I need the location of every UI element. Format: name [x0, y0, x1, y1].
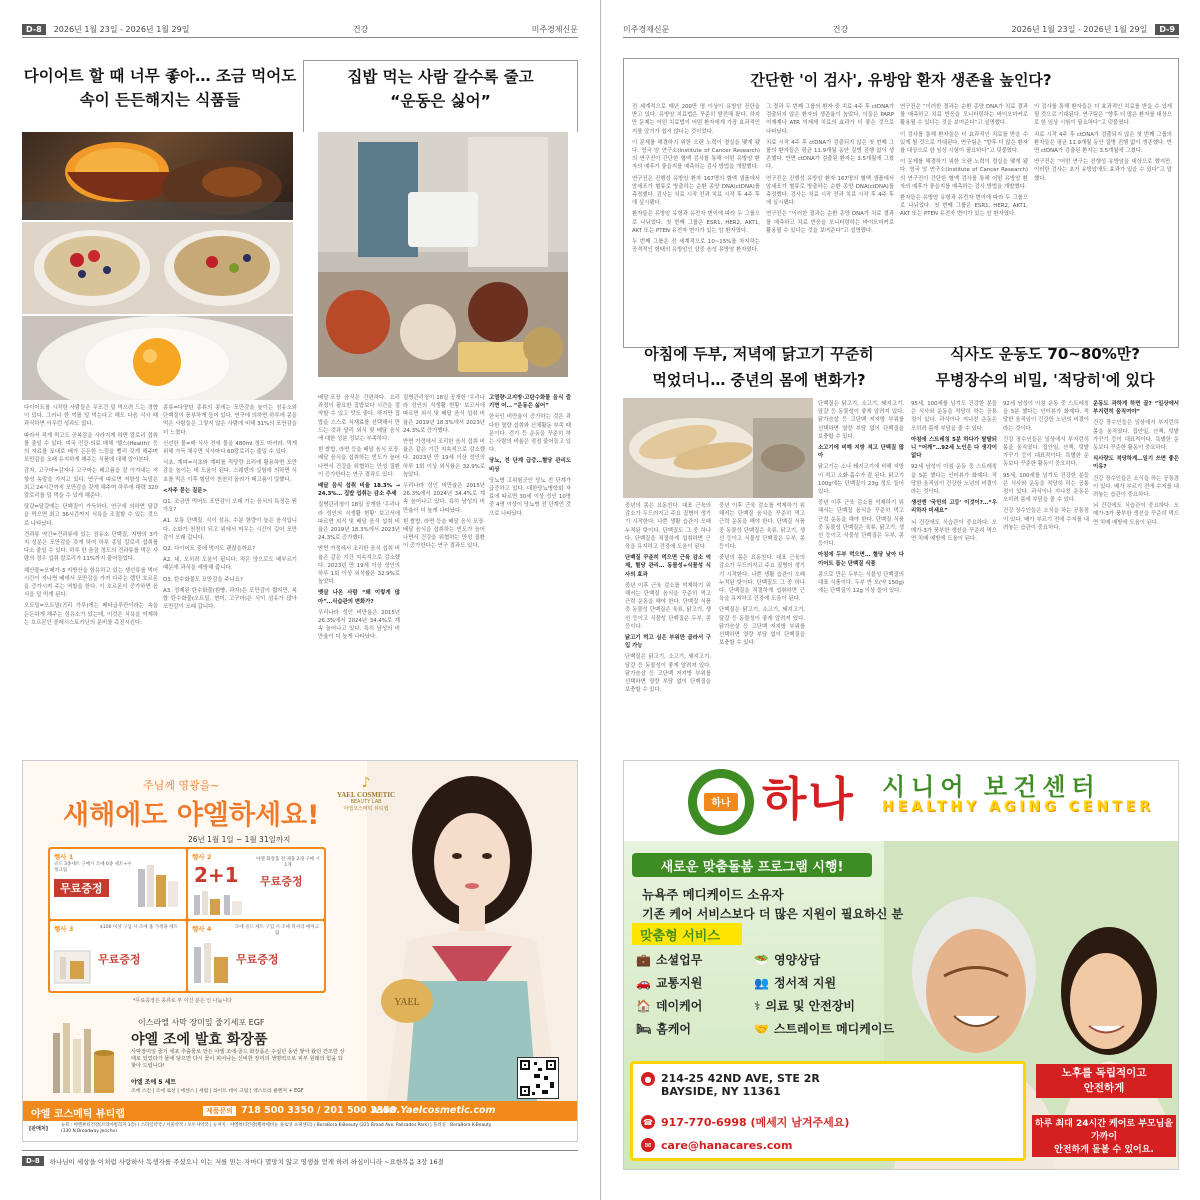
moderation-title-line2: 무병장수의 비밀, '적당히'에 있다: [935, 371, 1155, 389]
mail-icon: ✉: [641, 1138, 655, 1152]
people-icon: 👥: [754, 975, 769, 990]
hana-line2: 기존 케어 서비스보다 더 많은 지원이 필요하신 분: [642, 907, 904, 921]
model-illustration: [367, 761, 577, 1101]
product-set-4: [192, 941, 232, 987]
section-name: 건강: [352, 25, 369, 34]
email-row[interactable]: ✉ care@hanacares.com: [641, 1138, 792, 1152]
house-icon: 🏠: [636, 998, 651, 1013]
moderation-title-line1: 식사도 운동도 70~80%만?: [950, 345, 1140, 363]
product-bottles-1: [136, 861, 180, 911]
hana-title-kr2: 시니어 보건센터: [882, 773, 1101, 801]
cancer-title: 간단한 '이 검사', 유방암 환자 생존율 높인다?: [750, 71, 1052, 89]
protein-title-line1: 아침에 두부, 저녁에 닭고기 꾸준히: [644, 345, 874, 363]
homemeal-title-line2: “운동은 싫어”: [390, 92, 491, 110]
service-homecare: 🛏 홈케어: [636, 1021, 692, 1036]
ad-period: 26년 1월 1일 ~ 1월 31일까지: [188, 835, 291, 844]
location-pin-icon: ●: [641, 1072, 655, 1086]
page-header-left: [22, 22, 578, 38]
homemeal-article-headline: [303, 60, 578, 132]
phone-label: 제품문의: [203, 1106, 236, 1116]
page-number-right: D-9: [1155, 24, 1179, 35]
diet-article-headline: [22, 60, 298, 132]
moderation-col3: 운동도 과하게 하면 골? “일상에서 부지런히 움직여야” 건강 장수인들은 일상에서 부지런히 몸을 움직였다. 집안일, 산책, 텃밭 가꾸기 등이 대표적이다. 특별한 운동보다 꾸준한 활동이 중요하다. 식사량도 적당하게…일기 쓰면 좋은 이유? 건강 장수인들은 소식을 하는 공통점이 있다. 배가 부르기 전에 수저를 내려놓는 습관이 중요하다. 뇌 건강에도 식습관이 중요하다. 오메가-3가 풍부한 생선을 꾸준히 먹으면 치매 예방에 도움이 된다.: [1093, 401, 1179, 526]
chicken-photo: [623, 398, 813, 498]
homemeal-body-col3: 고열량·고지방·고탄수화물 음식 즐기면 어… “운동은 싫어” 한국인 비만율이 증가하는 것은 과다한 열량 섭취와 신체활동 부족 때문이다. 걷기 등 운동을 꾸준히 하는 사람의 비율은 점점 줄어들고 있다. 당뇨, 전 단계 급증…혈당 관리도 비상 당뇨병 고위험군인 당뇨 전 단계가 급증하고 있다. 대한당뇨병학회 자료에 따르면 30세 이상 성인 10명 중 4명 이상이 당뇨병 전 단계인 것으로 나타났다.: [489, 395, 571, 517]
oatmeal-berries-photo: [22, 222, 293, 314]
hana-header: [624, 761, 1179, 841]
protein-col1: 중년의 몸은 요동친다. 대표 근육의 감소가 두드러지고 주요 질병이 생기기 시작한다. 나쁜 생활 습관이 오래 누적된 탓이다. 단백질도 그 중 하나다. 단백질을 적절하게 섭취하면 근육을 유지하고 건강에 도움이 된다. 단백질 꾸준히 먹으면 근육 감소 억제, 혈당 관리… 동물성+식물성 식사의 효과 중년 이후 근육 감소를 억제하기 위해서는 단백질 음식을 꾸준히 먹고 근력 운동을 해야 한다. 단백질 식품 중 동물성 단백질은 육류, 닭고기, 생선 등이고 식물성 단백질은 두부, 콩 등이다. 닭고기 먹고 심은 부위만 골라서 구입 가능 단백질은 닭고기, 소고기, 돼지고기, 달걀 등 동물성이 좋게 알려져 있다. 닭가슴살 등 고단백 저지방 부위를 선택하면 열량 부담 없이 단백질을 보충할 수 있다.: [625, 503, 711, 694]
section-name-right: 건강: [832, 25, 849, 34]
lyre-icon: ♪: [361, 775, 371, 791]
event-1: 행사 1 골드 3종세트 구매시 조에 6종 세트+수정크림 무료증정: [50, 849, 186, 919]
address-row: ● 214-25 42ND AVE, STE 2R BAYSIDE, NY 11361: [641, 1072, 820, 1098]
cancer-col1: 전 세계적으로 매년 200만 명 이상이 유방암 진단을 받고 있다. 유방암 치료법은 꾸준히 발전해 왔다. 하지만 문제는 어떤 치료법이 어떤 환자에게 가장 효과적인지를 알기가 쉽지 않다는 것이었다. 이 문제를 해결하기 위한 오랜 노력이 결실을 맺게 됐다. 영국 암 연구소(Institute of Cancer Research)의 연구진이 간단한 혈액 검사를 통해 어떤 유방암 환자의 예후가 좋을지를 예측하는 검사 방법을 개발했다. 연구진은 진행성 유방암 환자 167명의 혈액 샘플에서 암세포가 혈류로 방출하는 순환 종양 DNA(ctDNA)를 측정했다. 검사는 치료 시작 전과 치료 시작 후 4주 후에 실시됐다. 환자들은 유방암 유형과 유전자 변이에 따라 두 그룹으로 나뉘었다. 첫 번째 그룹은 ESR1, HER2, AKT1, AKT 또는 PTEN 유전자 변이가 있는 암 환자였다. 두 번째 그룹은 전 세계적으로 10~15%를 차지하는 공격적인 형태의 유방암인 삼중 음성 유방암 환자였다.: [632, 104, 760, 254]
service-social: 💼 소셜업무: [636, 952, 703, 967]
sweet-potato-photo: [22, 132, 293, 220]
diet-body-col2: 콩류=다양한 종류의 콩에는 포만감을 높이는 섬유소와 단백질이 풍부하게 들어 있다. 연구에 의하면 하루에 콩을 먹은 사람들은 그렇지 않은 사람에 비해 31%의 포만감을 더 느꼈다. 신선한 물=매 식사 전에 물을 480ml 정도 마셔라. 먹게 위해 가득 채우면 식사마다 60칼로리는 줄일 수 있다. 식초, 계피=식초와 계피를 적당량 요리에 활용하면 포만감을 높이는 데 도움이 된다. 스웨덴의 실험에 의하면 식초를 먹은 이후 혈당이 천천히 올라가 배고픔이 덜했다. <자주 묻는 질문> Q1. 조금만 먹어도 포만감이 오래 가는 음식의 특징은 뭔가요? A1. 보통 단백질, 식이 섬유, 수분 함량이 높은 음식입니다. 소화가 천천히 되고 위에서 머무는 시간이 길어 포만감이 오래 갑니다. Q2. 다이어트 중에 먹어도 괜찮을까요? A2. 네, 오히려 도움이 됩니다. 적은 양으로도 배부르기 때문에 과식을 예방해 줍니다. Q3. 탄수화물도 포만감을 주나요? A3. 정제된 탄수화물(흰빵, 과자)은 포만감이 짧지만, 복합 탄수화물(오트밀, 현미, 고구마)은 식이 섬유가 많아 포만감이 오래 갑니다.: [163, 405, 297, 611]
service-nutrition: 🥗 영양상담: [754, 952, 821, 967]
car-icon: 🚗: [636, 975, 651, 990]
faq-title: <자주 묻는 질문>: [163, 487, 208, 494]
page-footer-left: D-8 하나님이 세상을 이처럼 사랑하사 독생자를 주셨으니 이는 저를 믿는 자마다 멸망치 않고 영생을 얻게 하려 하심이니라 ~요한복음 3장 16절: [22, 1150, 578, 1166]
yael-cosmetic-ad: [22, 760, 578, 1142]
service-medical: ⚕ 의료 및 안전장비: [754, 998, 856, 1013]
product-row-2: [194, 891, 320, 917]
phone-row[interactable]: ☎ 917-770-6998 (메세지 남겨주세요): [641, 1114, 849, 1130]
delivery-meal-photo: [318, 132, 568, 377]
hana-title-en: HEALTHY AGING CENTER: [882, 799, 1155, 815]
handshake-icon: 🤝: [754, 1021, 769, 1036]
event-4: 행사 4 조에 골드 세트 구입 시 조에 럭셔리 에어크림 무료증정: [188, 921, 324, 991]
issue-date-right: 2026년 1월 23일 - 2026년 1월 29일: [1011, 25, 1148, 34]
product-lineup: [51, 1013, 119, 1099]
event-3: 행사 3 $100 이상 구입 시 조에 홈 가정용 세트 무료증정: [50, 921, 186, 991]
hana-title-kr: 하나: [762, 772, 855, 826]
cancer-col2: 그 결과 두 번째 그룹의 환자 중 치료 4주 후 ctDNA가 검출되지 않은 환자의 생존율이 높았다. 이들은 PARP 억제제나 ATR 억제제 치료의 효과가 더 좋은 것으로 나타났다. 치료 시작 4주 후 ctDNA가 검출되지 않은 첫 번째 그룹의 환자들은 평균 11.9개월 동안 질병 진행 없이 생존했다. 반면 ctDNA가 검출된 환자는 3.5개월에 그쳤다. 연구진은 진행성 유방암 환자 167명의 혈액 샘플에서 암세포가 혈류로 방출하는 순환 종양 DNA(ctDNA)를 측정했다. 검사는 치료 시작 전과 치료 시작 후 4주 후에 실시됐다. 연구진은 “이러한 결과는 순환 종양 DNA가 치료 결과를 예측하고 치료 반응을 모니터링하는 바이오마커로 활용될 수 있다는 것을 보여준다”고 설명했다.: [766, 104, 894, 234]
cancer-col3: 연구진은 “이러한 결과는 순환 종양 DNA가 치료 결과를 예측하고 치료 반응을 모니터링하는 바이오마커로 활용될 수 있다는 것을 보여준다”고 설명했다. 이 검사를 통해 환자들은 더 효과적인 치료를 받을 수 있게 될 것으로 기대된다. 연구팀은 “향후 더 많은 환자를 대상으로 한 임상 시험이 필요하다”고 덧붙였다. 이 문제를 해결하기 위한 오랜 노력이 결실을 맺게 됐다. 영국 암 연구소(Institute of Cancer Research)의 연구진이 간단한 혈액 검사를 통해 어떤 유방암 환자의 예후가 좋을지를 예측하는 검사 방법을 개발했다. 환자들은 유방암 유형과 유전자 변이에 따라 두 그룹으로 나뉘었다. 첫 번째 그룹은 ESR1, HER2, AKT1, AKT 또는 PTEN 유전자 변이가 있는 암 환자였다.: [900, 104, 1028, 218]
paper-name: 미주경제신문: [531, 25, 578, 34]
homemeal-title-line1: 집밥 먹는 사람 갈수록 줄고: [347, 68, 534, 86]
page-header-right: [623, 22, 1179, 38]
issue-date: 2026년 1월 23일 - 2026년 1월 29일: [53, 25, 190, 34]
ad-phones[interactable]: 718 500 3350 / 201 500 3350: [241, 1105, 397, 1116]
hana-contact-box: [630, 1061, 1026, 1161]
diet-body-col1: 다이어트를 시작한 사람들은 무조건 덜 먹으려 드는 경향이 있다. 그러나 한 끼를 덜 먹는다고 해도 다음 식사 때 과식하면 아무런 성과도 없다. 따라서 적게 먹고도 공복감을 사라지게 하면 칼로리 섭취를 줄일 수 있다. 미국 건강·의료 매체 '헬스(Health)' 등의 자료를 토대로 배가 든든한 느낌을 빨리 갖게 해주며 포만감을 오래 유지하게 해주는 식품에 대해 알아본다. 감자, 고구마=감자나 고구마는 배고픔을 잘 이겨내는 저항성 녹말을 가지고 있다. 연구에 따르면 저항성 녹말은 최고 24시간까지 포만감을 갖게 해주며 하루에 대략 320칼로리를 덜 먹을 수 있게 해준다. 달걀=달걀에는 단백질이 가득하다. 연구에 의하면 달걀을 먹으면 최고 36시간까지 식욕을 조절할 수 있는 것으로 나타났다. 견과류 약간=견과류에 있는 섬유소 단백질, 지방의 3가지 성분은 포만감을 갖게 하여 하루 종일 칼로리 섭취를 다소 줄일 수 있다. 하루 한 움큼 정도의 견과류를 먹은 사람의 경우 섭취 칼로리가 11%까지 줄어들었다. 해산물=오메가-3 지방산을 함유하고 있는 생선류를 먹어 시간이 지나면 배에서 포만감을 가져 다주는 렙틴 호르몬을 증가시켜 주는 역할을 한다. 이 호르몬이 증가하면 음식을 덜 먹게 된다. 오트밀=오트밀(귀리 가루)에는 베타글루칸이라는 속을 든든하게 해주는 섬유소가 있는데, 이것은 식욕을 억제하는 호르몬인 콜레시스토키닌의 분비를 촉진시킨다.: [24, 405, 158, 626]
product-title: 야엘 조에 발효 화장품: [131, 1032, 268, 1048]
red-callout-2: 하루 최대 24시간 케어로 부모님을 가까이 안전하게 돌볼 수 있어요.: [1032, 1115, 1176, 1157]
svg-text:하나: 하나: [711, 798, 731, 809]
cancer-article: [623, 58, 1179, 348]
red-callout-1: 노후를 독립적이고 안전하게: [1036, 1064, 1172, 1098]
right-page: [600, 0, 1200, 1200]
store-list: [판매처] 뉴욕 : 야엘뷰티건강(코리아빌리지 1층) / 스타일약국 / 서울약국 / 모두사약국 | 뉴저지 : 야엘뷰티건강(팰팍에비뉴 플로잉 쇼핑센터) / BoraBora K-Beauty (321 Broad Ave, Palisades Park) | 플러싱 : BoraBora K-Beauty (330 N Broadway Jericho): [23, 1121, 578, 1142]
set-desc: 조에 스킨 | 조에 로션 | 에센스 | 세럼 | 라이트 데이 크림 | 엑스트라 클렌저 + EGF: [131, 1089, 304, 1094]
fried-egg-photo: [22, 316, 293, 400]
homemeal-body-col1: 배달·포장 음식은 간편하다. 요리 과정이 필요한 집밥보다 시간을 절약할 수 있고 맛도 좋다. 하지만 집밥을 스스로 식재료를 선택해서 만드는 것과 달리 외식 및 배달 음식에 대한 성분 정보는 부족하다. 흰 쌀밥, 라면 등을 배달 음식 포장·배달 음식을 섭취하는 빈도가 늘어나면서 건강을 위협하는 만성 질환이 증가한다는 연구 결과도 있다. 배달 음식 섭취 비율 18.3% → 24.3%… 집밥 섭취는 감소 추세 질병관리청이 18일 공개한 '우리나라 성인의 식생활 현황' 보고서에 따르면 외식 및 배달 음식 섭취 비율은 2019년 18.3%에서 2023년 24.3%로 증가했다. 반면 가정에서 조리한 음식 섭취 비율은 같은 기간 지속적으로 감소했다. 2023년 만 19세 이상 성인의 하루 1회 이상 외식률은 32.9%로 높았다. 뱃살 나온 사람 “왜 이렇게 많아”…식습관의 변화가? 우리나라 성인 비만율은 2015년 26.3%에서 2024년 34.4%로 계속 늘어나고 있다. 특히 남성의 비만율이 더 높게 나타났다.: [318, 395, 400, 641]
ad-tagline: 주님께 영광을~: [143, 779, 220, 792]
cancer-col4: 이 검사를 통해 환자들은 더 효과적인 치료를 받을 수 있게 될 것으로 기대된다. 연구팀은 “향후 더 많은 환자를 대상으로 한 임상 시험이 필요하다”고 덧붙였다. 치료 시작 4주 후 ctDNA가 검출되지 않은 첫 번째 그룹의 환자들은 평균 11.9개월 동안 질병 진행 없이 생존했다. 반면 ctDNA가 검출된 환자는 3.5개월에 그쳤다. 연구진은 “어떤 연구는 진행성 유방암을 대상으로 했지만, 이러한 검사는 초기 유방암에도 효과가 있을 수 있다”고 말했다.: [1034, 104, 1172, 182]
homemeal-body-col2: 질병관리청이 18일 공개한 '우리나라 성인의 식생활 현황' 보고서에 따르면 외식 및 배달 음식 섭취 비율은 2019년 18.3%에서 2023년 24.3%로 증가했다. 반면 가정에서 조리한 음식 섭취 비율은 같은 기간 지속적으로 감소했다. 2023년 만 19세 이상 성인의 하루 1회 이상 외식률은 32.9%로 높았다. 우리나라 성인 비만율은 2015년 26.3%에서 2024년 34.4%로 계속 늘어나고 있다. 특히 남성의 비만율이 더 높게 나타났다. 흰 쌀밥, 라면 등을 배달 음식 포장·배달 음식을 섭취하는 빈도가 늘어나면서 건강을 위협하는 만성 질환이 증가한다는 연구 결과도 있다.: [403, 395, 485, 550]
service-medicaid: 🤝 스트레이트 메디케이드: [754, 1021, 895, 1036]
hana-logo-emblem: [686, 767, 756, 837]
ad-contact-bar: [23, 1101, 578, 1121]
medical-icon: ⚕: [754, 998, 761, 1013]
fruit-icon: 🥗: [754, 952, 769, 967]
hana-banner: 새로운 맞춤돌봄 프로그램 시행!: [632, 853, 872, 877]
ad-website-link[interactable]: www.Yaelcosmetic.com: [371, 1105, 496, 1116]
ad-headline: 새해에도 야엘하세요!: [63, 800, 320, 831]
paper-name-right: 미주경제신문: [623, 25, 670, 34]
ad-notice: *무료증정은 종류로 부 이신 분은 인 나눔니다: [133, 998, 232, 1004]
shop-name: 야엘 코스메틱 뷰티랩: [31, 1109, 125, 1120]
hana-line1: 뉴욕주 메디케이드 소유자: [642, 887, 784, 902]
protein-title-line2: 먹었더니… 중년의 몸에 변화가?: [652, 371, 866, 389]
bed-icon: 🛏: [636, 1021, 652, 1036]
service-daycare: 🏠 데이케어: [636, 998, 703, 1013]
diet-title-line1: 다이어트 할 때 너무 좋아… 조금 먹어도: [23, 67, 297, 85]
moderation-col1: 95세, 100세를 넘겨도 건강한 분들은 식사와 운동을 적당히 하는 공통점이 있다. 과식이나 지나친 운동은 오히려 몸에 부담을 줄 수 있다. 아침에 스트레칭 5분 하다가 탈탈되니 “어깨”…92세 노인은 다 생각이 없다 92세 남성이 아침 운동 중 스트레칭을 5분 했다는 인터뷰가 화제다. 적당한 움직임이 건강한 노년의 비결이라는 것이다. 생선엔 '국민의 고등' 이것이?…“우리하자 미세요” 뇌 건강에도 식습관이 중요하다. 오메가-3가 풍부한 생선을 꾸준히 먹으면 치매 예방에 도움이 된다.: [911, 401, 997, 543]
product-set-3: [54, 943, 94, 987]
service-emotional: 👥 정서적 지원: [754, 975, 837, 990]
event-2: 행사 2 2+1 아엘 화장품 전 제품 2개 구매 시 1개 무료증정: [188, 849, 324, 919]
qr-code[interactable]: [517, 1057, 559, 1099]
protein-col2: 중년 이후 근육 감소를 억제하기 위해서는 단백질 음식을 꾸준히 먹고 근력 운동을 해야 한다. 단백질 식품 중 동물성 단백질은 육류, 닭고기, 생선 등이고 식물성 단백질은 두부, 콩 등이다. 중년의 몸은 요동친다. 대표 근육의 감소가 두드러지고 주요 질병이 생기기 시작한다. 나쁜 생활 습관이 오래 누적된 탓이다. 단백질도 그 중 하나다. 단백질을 적절하게 섭취하면 근육을 유지하고 건강에 도움이 된다. 단백질은 닭고기, 소고기, 돼지고기, 달걀 등 동물성이 좋게 알려져 있다. 닭가슴살 등 고단백 저지방 부위를 선택하면 열량 부담 없이 단백질을 보충할 수 있다.: [719, 503, 805, 647]
briefcase-icon: 💼: [636, 952, 651, 967]
phone-icon: ☎: [641, 1115, 655, 1129]
service-transport: 🚗 교통지원: [636, 975, 703, 990]
protein-col3: 단백질은 닭고기, 소고기, 돼지고기, 달걀 등 동물성이 좋게 알려져 있다. 닭가슴살 등 고단백 저지방 부위를 선택하면 열량 부담 없이 단백질을 보충할 수 있다. 소고기에 비해 지방 적고 단백질 많아 닭고기는 소나 돼지고기에 비해 지방이 적고 소화·흡수가 잘 된다. 닭고기 100g에는 단백질이 23g 정도 들어 있다. 중년 이후 근육 감소를 억제하기 위해서는 단백질 음식을 꾸준히 먹고 근력 운동을 해야 한다. 단백질 식품 중 동물성 단백질은 육류, 닭고기, 생선 등이고 식물성 단백질은 두부, 콩 등이다. 아침에 두부 먹으면… 혈당 낮아 다이어트 돕는 단백질 식품 콩으로 만든 두부는 식물성 단백질의 대표 식품이다. 두부 반 모(약 150g)에는 단백질이 12g 이상 들어 있다.: [818, 401, 904, 595]
product-pretitle: 이스라엘 사막 장미잎 줄기세포 EGF: [138, 1018, 265, 1027]
hana-senior-center-ad: [623, 760, 1179, 1170]
events-grid: [48, 847, 326, 993]
diet-title-line2: 속이 든든해지는 식품들: [79, 91, 241, 109]
services-title: 맞춤형 서비스: [632, 923, 742, 945]
footer-verse: 하나님이 세상을 이처럼 사랑하사 독생자를 주셨으니 이는 저를 믿는 자마다 멸망치 않고 영생을 얻게 하려 하심이니라 ~요한복음 3장 16절: [49, 1157, 444, 1166]
services-list: [636, 951, 895, 1037]
set-label: 야엘 조에 5 세트: [131, 1079, 177, 1086]
jar-label: YAEL: [394, 997, 420, 1008]
product-desc: 사막장미잎 줄기 세포 추출물로 만든 야엘 조에·골드 화장품은 수십년 동안 쌓아 왔던 건조한 상태로 있었다가 물에 닿으면 다시 꽃이 피어나는 신비한 장미의 생명력으로 피부 원래의 힘을 되찾아 드립니다!: [131, 1049, 345, 1070]
yael-logo: ♪ YAEL COSMETIC BEAUTY LAB 야엘코스메틱 뷰티랩: [321, 775, 411, 812]
page-number: D-8: [22, 24, 46, 35]
moderation-col2: 92세 남성이 아침 운동 중 스트레칭을 5분 했다는 인터뷰가 화제다. 적당한 움직임이 건강한 노년의 비결이라는 것이다. 건강 장수인들은 일상에서 부지런히 몸을 움직였다. 집안일, 산책, 텃밭 가꾸기 등이 대표적이다. 특별한 운동보다 꾸준한 활동이 중요하다. 95세, 100세를 넘겨도 건강한 분들은 식사와 운동을 적당히 하는 공통점이 있다. 과식이나 지나친 운동은 오히려 몸에 부담을 줄 수 있다. 건강 장수인들은 소식을 하는 공통점이 있다. 배가 부르기 전에 수저를 내려놓는 습관이 중요하다.: [1003, 401, 1089, 531]
